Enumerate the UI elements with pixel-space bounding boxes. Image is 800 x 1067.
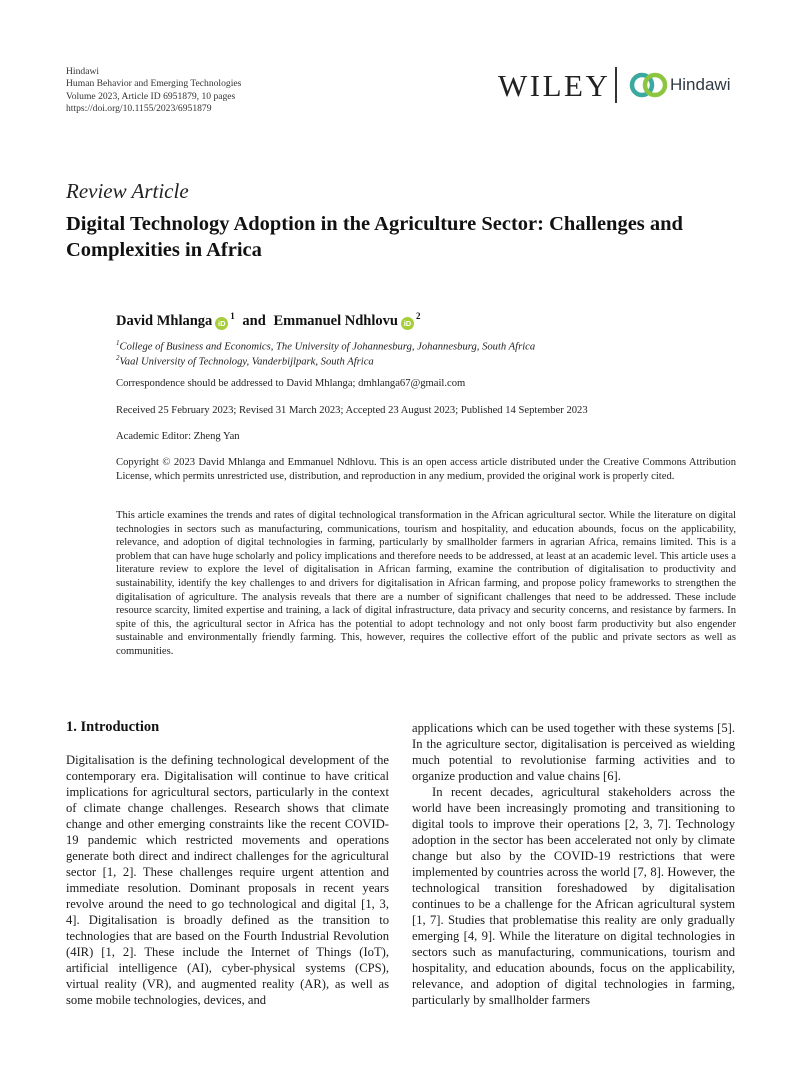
affiliation-number: 2 <box>116 354 120 362</box>
correspondence: Correspondence should be addressed to David Mhlanga; dmhlanga67@gmail.com <box>116 378 466 389</box>
copyright-notice: Copyright © 2023 David Mhlanga and Emmanuel Ndhlovu. This is an open access article distributed under the Creative Commons Attribution License, which permits unrestricted use, distribution, and reproduction in any medium, provided the original work is properly cited. <box>116 457 736 482</box>
abstract: This article examines the trends and rates of digital technological transformation in the African agricultural sector. While the literature on digital technologies in sectors such as manufacturing, communications, tourism and hospitality, and education abounds, focus on the applicability, relevance, and adoption of digital technologies in farming, particularly by smallholder farmers in agrarian Africa, remains limited. This is a problem that can have huge scholarly and policy implications and therefore needs to be addressed, at least at an academic level. This article uses a literature review to explore the level of digitalisation in African farming, examine the contribution of digitalisation to productivity and sustainability, identify the key challenges to and drivers for digitalisation in African farming, and propose policy frameworks to strengthen the digitalisation of agriculture. The analysis reveals that there are a number of significant challenges that need to be addressed. These include resource scarcity, limited expertise and training, a lack of digital infrastructure, data privacy and security concerns, and resistance by farmers. In spite of this, the agricultural sector in Africa has the potential to adopt technology and not only boost farm productivity but also engender sustainable and environmentally friendly farming. This, however, requires the collective effort of the public and private sectors as well as communities. <box>116 510 736 657</box>
affiliation-number: 1 <box>116 339 120 347</box>
author-list <box>116 306 420 331</box>
affiliation-text: Vaal University of Technology, Vanderbijlpark, South Africa <box>119 356 374 368</box>
academic-editor: Academic Editor: Zheng Yan <box>116 431 240 442</box>
doi-link[interactable]: https://doi.org/10.1155/2023/6951879 <box>66 103 212 115</box>
body-paragraph: In recent decades, agricultural stakeholders across the world have been increasingly promoting and transitioning to digital tools to improve their operations [2, 3, 7]. Technology adoption in the sector has been accelerated not only by climate change but also by the COVID-19 restrictions that were implemented by countries across the world [7, 8]. However, the technological transition foreshadowed by digitalisation continues to be a challenge for the African agricultural system [1, 7]. Studies that problematise this reality are only gradually emerging [4, 9]. While the literature on digital technologies in sectors such as manufacturing, communications, tourism and hospitality, and education abounds, focus on the applicability, relevance, and adoption of digital technologies in farming, particularly by smallholder farmers <box>412 785 735 1007</box>
journal-metadata <box>66 66 241 116</box>
author-name[interactable]: Emmanuel Ndhlovu <box>273 312 398 329</box>
author-name[interactable]: David Mhlanga <box>116 312 213 329</box>
affiliation-marker: 2 <box>415 311 421 321</box>
wiley-logo: WILEY <box>498 68 611 103</box>
body-paragraph: applications which can be used together with these systems [5]. In the agriculture sector, digitalisation is perceived as wielding much potential to revolutionise farming activities and to organize production and value chains [6]. <box>412 721 735 783</box>
body-column-left <box>66 752 389 1008</box>
volume-info: Volume 2023, Article ID 6951879, 10 pages <box>66 90 236 102</box>
affiliation <box>116 351 374 370</box>
publication-dates: Received 25 February 2023; Revised 31 March 2023; Accepted 23 August 2023; Published 14 September 2023 <box>116 405 588 416</box>
hindawi-wordmark: Hindawi <box>670 75 731 94</box>
author-joiner: and <box>242 312 266 329</box>
affiliation-text: College of Business and Economics, The University of Johannesburg, Johannesburg, South Africa <box>119 341 536 353</box>
journal-name: Human Behavior and Emerging Technologies <box>66 78 242 90</box>
article-type: Review Article <box>66 179 189 203</box>
logo-divider <box>615 67 617 103</box>
hindawi-logo-icon <box>629 71 669 99</box>
body-column-right <box>412 720 735 1008</box>
article-title: Digital Technology Adoption in the Agriculture Sector: Challenges and Complexities in Africa <box>66 213 683 261</box>
section-heading: 1. Introduction <box>66 719 160 735</box>
orcid-icon[interactable]: iD <box>215 317 228 330</box>
publisher-name: Hindawi <box>66 66 100 77</box>
orcid-icon[interactable]: iD <box>401 317 414 330</box>
publisher-logos <box>498 64 738 108</box>
body-paragraph: Digitalisation is the defining technological development of the contemporary era. Digitalisation will continue to have critical implications for agricultural sectors, particularly in the context of climate change challenges. Research shows that climate change and other emerging constraints like the recent COVID-19 pandemic which restricted movements and operations generate both direct and indirect challenges for the agricultural sector [1, 2]. These challenges require urgent attention and immediate resolution. Dominant proposals in recent years revolve around the need to go technological and digital [1, 3, 4]. Digitalisation is broadly defined as the transition to technologies that are based on the Fourth Industrial Revolution (4IR) [1, 2]. These include the Internet of Things (IoT), artificial intelligence (AI), cyber-physical systems (CPS), virtual reality (VR), and augmented reality (AR), as well as some mobile technologies, devices, and <box>66 753 389 1007</box>
affiliation-marker: 1 <box>230 311 235 321</box>
